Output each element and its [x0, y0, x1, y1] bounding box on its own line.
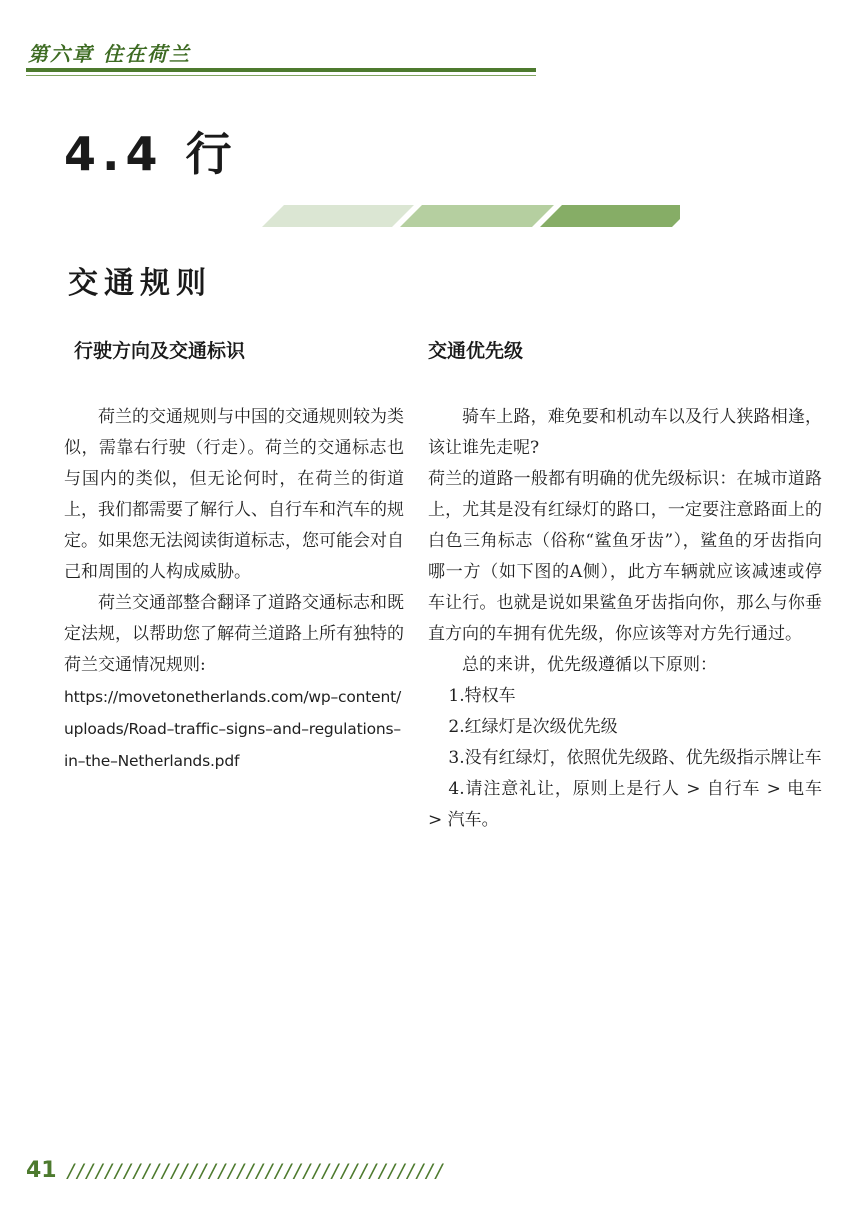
- right-column-heading: 交通优先级: [428, 340, 524, 362]
- chapter-rule-thin: [26, 75, 536, 76]
- left-column: [64, 338, 404, 777]
- regulations-link[interactable]: https://movetonetherlands.com/wp–content/uploads/Road–traffic–signs–and–regulations–in–the–Netherlands.pdf: [64, 688, 402, 770]
- stripe-mid: [400, 205, 554, 227]
- left-paragraph-1: 荷兰的交通规则与中国的交通规则较为类似，需靠右行驶（行走）。荷兰的交通标志也与国内的类似，但无论何时，在荷兰的街道上，我们都需要了解行人、自行车和汽车的规定。如果您无法阅读街道标志，您可能会对自己和周围的人构成威胁。: [64, 407, 404, 582]
- decorative-stripe-band: [262, 205, 682, 229]
- footer-decoration: ////////////////////////////////////////: [66, 1160, 444, 1182]
- right-paragraph-2: 荷兰的道路一般都有明确的优先级标识：在城市道路上，尤其是没有红绿灯的路口，一定要注意路面上的白色三角标志（俗称“鲨鱼牙齿”），鲨鱼的牙齿指向哪一方（如下图的A侧），此方车辆就应该减速或停车让行。也就是说如果鲨鱼牙齿指向你，那么与你垂直方向的车拥有优先级，你应该等对方先行通过。: [428, 469, 822, 644]
- chapter-rule: [26, 68, 536, 72]
- right-paragraph-1: 骑车上路，难免要和机动车以及行人狭路相逢，该让谁先走呢?: [428, 407, 822, 458]
- page-number: 41: [26, 1158, 57, 1183]
- stripe-dark: [540, 205, 680, 227]
- chapter-header: 第六章 住在荷兰: [28, 42, 191, 66]
- priority-rule-4: 4.请注意礼让，原则上是行人 > 自行车 > 电车 > 汽车。: [428, 779, 822, 830]
- left-column-heading: 行驶方向及交通标识: [74, 340, 246, 362]
- section-title: 4.4 行: [64, 127, 238, 181]
- stripe-light: [262, 205, 414, 227]
- priority-rule-1: 1.特权车: [448, 686, 516, 706]
- left-paragraph-2: 荷兰交通部整合翻译了道路交通标志和既定法规，以帮助您了解荷兰道路上所有独特的荷兰交通情况规则:: [64, 593, 404, 675]
- priority-rule-2: 2.红绿灯是次级优先级: [448, 717, 618, 737]
- priority-rule-3: 3.没有红绿灯，依照优先级路、优先级指示牌让车: [448, 748, 822, 768]
- right-column: [428, 338, 822, 836]
- right-paragraph-3: 总的来讲，优先级遵循以下原则：: [462, 655, 717, 675]
- subsection-title: 交通规则: [68, 266, 212, 301]
